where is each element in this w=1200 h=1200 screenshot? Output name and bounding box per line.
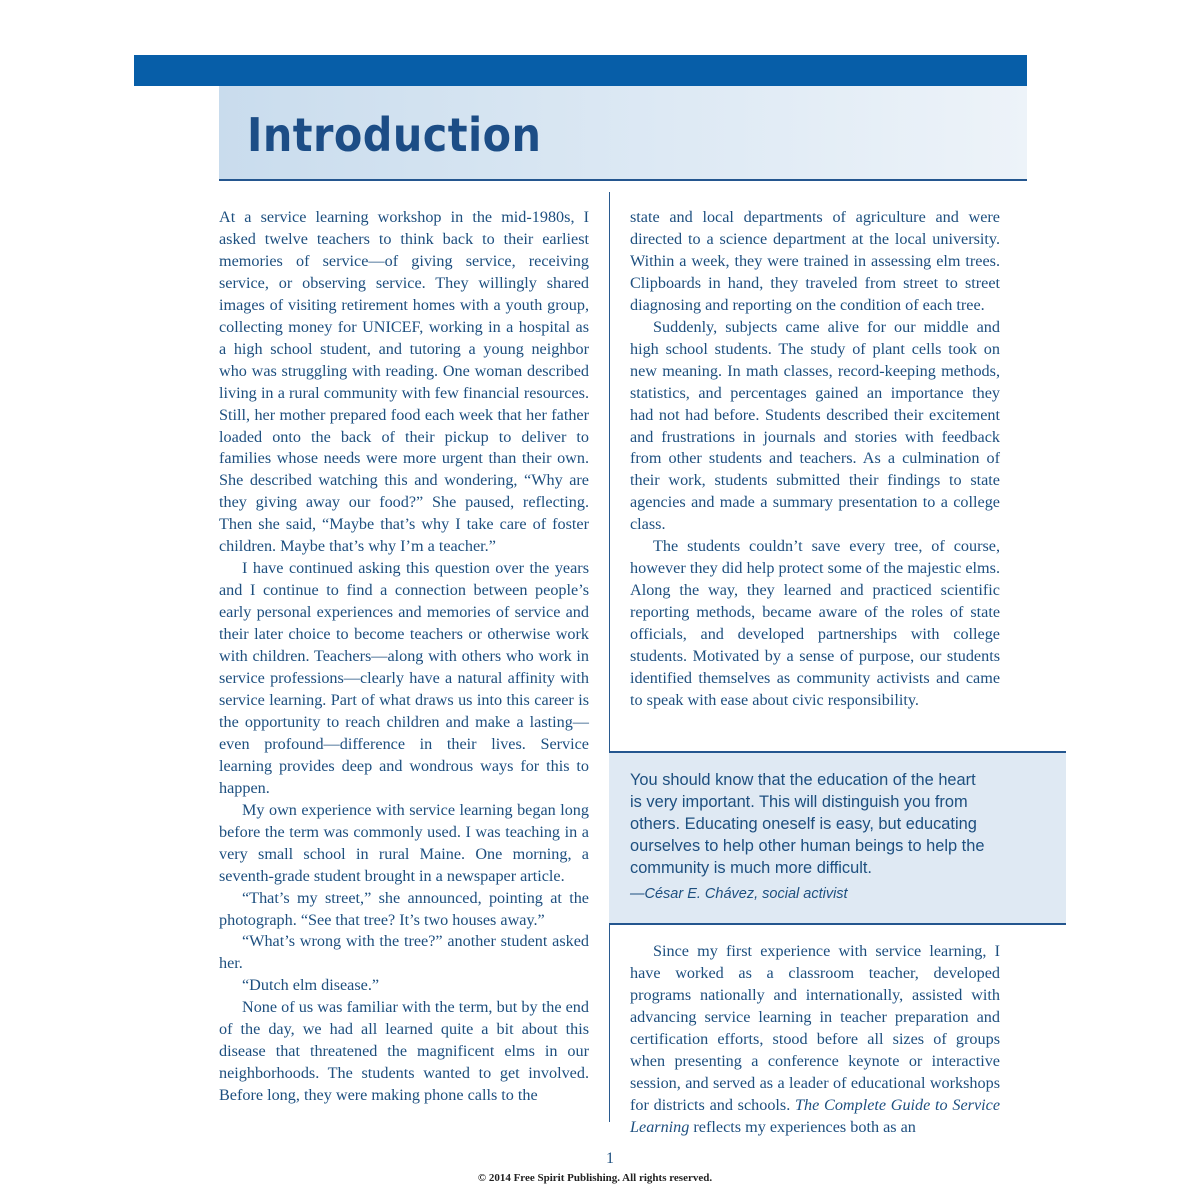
- paragraph: The students couldn’t save every tree, of course, however they did help protect some of the majestic elms. Along the way, they learned and practiced scientific reporting methods, became aware of the roles of state officials, and developed partnerships with college students. Motivated by a sense of purpose, our students identified themselves as community activists and came to speak with ease about civic responsibility.: [630, 537, 1000, 709]
- paragraph-text: Since my first experience with service learning, I have worked as a classroom teacher, developed programs nationally and internationally, assisted with advancing service learning in teacher preparation and certification efforts, stood before all sizes of groups when presenting a conference keynote or interactive session, and served as a leader of educational workshops for districts and schools.: [630, 942, 1000, 1114]
- paragraph: My own experience with service learning began long before the term was commonly used. I was teaching in a very small school in rural Maine. One morning, a seventh-grade student brought in a newspaper article.: [219, 800, 589, 885]
- copyright-notice: © 2014 Free Spirit Publishing. All rights reserved.: [477, 1172, 713, 1184]
- quote-text: You should know that the education of the heart is very important. This will distinguish you from others. Educating oneself is easy, but educating ourselves to help other human beings to help the community is much more difficult.: [630, 771, 985, 877]
- page-number: 1: [606, 1150, 614, 1167]
- right-column-bottom: [630, 941, 1000, 1139]
- paragraph: “That’s my street,” she announced, pointing at the photograph. “See that tree? It’s two houses away.”: [219, 888, 589, 929]
- paragraph: [630, 941, 1000, 1139]
- paragraph: “What’s wrong with the tree?” another student asked her.: [219, 932, 589, 973]
- title-band: [219, 86, 1027, 181]
- page-title: Introduction: [247, 108, 542, 162]
- paragraph: state and local departments of agriculture and were directed to a science department at the local university. Within a week, they were trained in assessing elm trees. Clipboards in hand, they traveled from street to street diagnosing and reporting on the condition of each tree.: [630, 208, 1000, 314]
- header-bar: [134, 55, 1027, 86]
- left-column: [219, 207, 589, 1107]
- book-title: The Complete Guide to Service Learning: [630, 1095, 1000, 1136]
- paragraph-text: reflects my experiences both as an: [693, 1117, 916, 1136]
- column-divider: [609, 192, 610, 1122]
- paragraph: At a service learning workshop in the mid-1980s, I asked twelve teachers to think back to their earliest memories of service—of giving service, receiving service, or observing service. They willingly shared images of visiting retirement homes with a youth group, collecting money for UNICEF, working in a hospital as a high school student, and tutoring a young neighbor who was struggling with reading. One woman described living in a rural community with few financial resources. Still, her mother prepared food each week that her father loaded onto the back of their pickup to deliver to families whose needs were more urgent than their own. She described watching this and wondering, “Why are they giving away our food?” She paused, reflecting. Then she said, “Maybe that’s why I take care of foster children. Maybe that’s why I’m a teacher.”: [219, 208, 589, 556]
- right-column-top: [630, 207, 1000, 712]
- paragraph: “Dutch elm disease.”: [242, 976, 380, 995]
- pull-quote: [609, 751, 1066, 925]
- paragraph: Suddenly, subjects came alive for our middle and high school students. The study of plant cells took on new meaning. In math classes, record-keeping methods, statistics, and percentages gained an importance they had not had before. Students described their excitement and frustrations in journals and stories with feedback from other students and teachers. As a culmination of their work, students submitted their findings to state agencies and made a summary presentation to a college class.: [630, 317, 1000, 534]
- paragraph: None of us was familiar with the term, but by the end of the day, we had all learned quite a bit about this disease that threatened the magnificent elms in our neighborhoods. The students wanted to get involved. Before long, they were making phone calls to the: [219, 998, 589, 1105]
- quote-attribution: —César E. Chávez, social activist: [630, 886, 848, 902]
- paragraph: I have continued asking this question over the years and I continue to find a connection between people’s early personal experiences and memories of service and their later choice to become teachers or otherwise work with children. Teachers—along with others who work in service professions—clearly have a natural affinity with service learning. Part of what draws us into this career is the opportunity to reach children and make a lasting—even profound—difference in their lives. Service learning provides deep and wondrous ways for this to happen.: [219, 559, 589, 797]
